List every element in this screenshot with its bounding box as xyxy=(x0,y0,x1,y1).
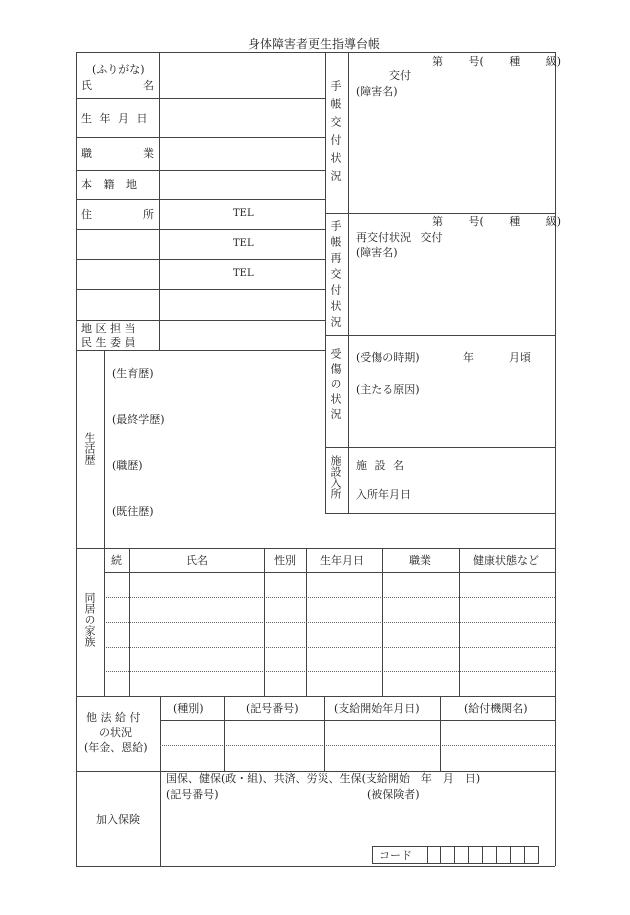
work-history-label: (職歴) xyxy=(112,459,143,472)
insurance-number-label: (記号番号) xyxy=(166,788,219,801)
name-label-1: 氏 xyxy=(81,79,92,92)
family-header-occupation: 職業 xyxy=(409,554,431,567)
commissioner-label-1: 地 区 担 当 xyxy=(81,322,136,335)
family-header-relation: 続 xyxy=(111,554,122,567)
name-label-2: 名 xyxy=(143,79,154,92)
injury-time-label: (受傷の時期) xyxy=(356,351,420,364)
injury-status-label: 受傷の状況 xyxy=(329,348,342,423)
tel-label-2: TEL xyxy=(233,238,254,249)
disability-name-label-1: (障害名) xyxy=(356,85,398,98)
commissioner-label-2: 民 生 委 員 xyxy=(81,336,136,349)
family-label: 同居の家族 xyxy=(83,592,96,647)
education-label: (最終学歴) xyxy=(112,413,165,426)
facility-admission-label: 施設入所 xyxy=(329,455,342,499)
issue-number-grade: 第 号( 種 級) xyxy=(432,55,562,68)
tel-label-3: TEL xyxy=(233,268,254,279)
benefits-header-agency: (給付機関名) xyxy=(464,702,528,715)
family-header-birthdate: 生年月日 xyxy=(320,554,364,567)
benefits-header-start-date: (支給開始年月日) xyxy=(334,702,420,715)
benefits-label-2: の状況 xyxy=(99,726,132,739)
birthdate-label: 生 年 月 日 xyxy=(81,112,150,125)
injury-month-label: 月頃 xyxy=(509,351,531,364)
issue-status-label: 手帳交付状況 xyxy=(329,80,342,188)
insurance-label: 加入保険 xyxy=(96,813,140,826)
benefits-header-type: (種別) xyxy=(173,702,204,715)
document-title: 身体障害者更生指導台帳 xyxy=(248,37,381,51)
benefits-label-3: (年金、恩給) xyxy=(84,741,148,754)
tel-label-1: TEL xyxy=(233,208,254,219)
family-header-sex: 性別 xyxy=(274,554,296,567)
occupation-label-1: 職 xyxy=(81,147,92,160)
address-label-1: 住 xyxy=(81,208,92,221)
family-header-health: 健康状態など xyxy=(473,554,539,567)
issued-label: 交付 xyxy=(389,69,411,82)
insurance-types: 国保、健保(政・組)、共済、労災、生保(支給開始 年 月 日) xyxy=(166,772,481,785)
upbringing-label: (生育歴) xyxy=(112,367,154,380)
occupation-label-2: 業 xyxy=(143,147,154,160)
injury-year-label: 年 xyxy=(463,351,474,364)
benefits-header-number: (記号番号) xyxy=(246,702,299,715)
benefits-label-1: 他 法 給 付 xyxy=(86,711,141,724)
life-history-label: 生活歴 xyxy=(83,432,96,465)
address-label-2: 所 xyxy=(143,208,154,221)
family-header-name: 氏名 xyxy=(186,554,208,567)
medical-history-label: (既往歴) xyxy=(112,505,154,518)
facility-name-label: 施 設 名 xyxy=(356,459,406,472)
admission-date-label: 入所年月日 xyxy=(356,488,411,501)
reissue-number-grade: 第 号( 種 級) xyxy=(432,215,562,228)
disability-name-label-2: (障害名) xyxy=(356,246,398,259)
insured-person-label: (被保険者) xyxy=(367,788,420,801)
reissue-status-label: 手帳再交付状況 xyxy=(329,220,342,332)
domicile-label: 本 籍 地 xyxy=(81,178,141,191)
furigana-label: (ふりがな) xyxy=(92,63,145,76)
reissue-status-text: 再交付状況 交付 xyxy=(356,231,443,244)
main-cause-label: (主たる原因) xyxy=(356,383,420,396)
code-label: コード xyxy=(379,849,412,862)
